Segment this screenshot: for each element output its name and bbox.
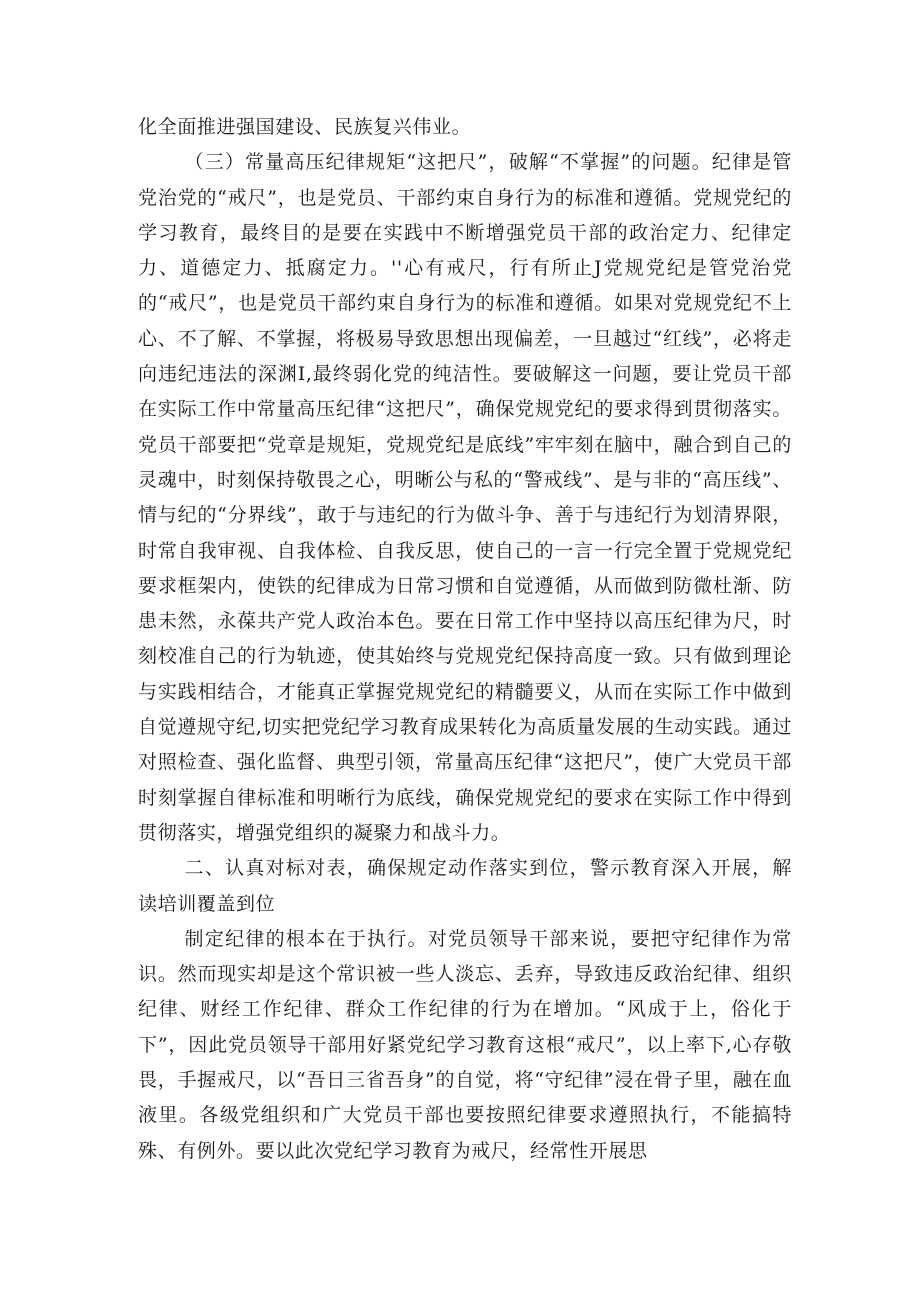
paragraph-discipline-execution: 制定纪律的根本在于执行。对党员领导干部来说，要把守纪律作为常识。然而现实却是这个常识被一些人淡忘、丢弃，导致违反政治纪律、组织纪律、财经工作纪律、群众工作纪律的行为在增加。“风成于上，俗化于下”，因此党员领导干部用好紧党纪学习教育这根“戒尺”，以上率下,心存敬畏，手握戒尺，以“吾日三省吾身”的自觉，将“守纪律”浸在骨子里，融在血液里。各级党组织和广大党员干部也要按照纪律要求遵照执行，不能搞特殊、有例外。要以此次党纪学习教育为戒尺，经常性开展思 (138, 927, 792, 1162)
paragraph-continuation: 化全面推进强国建设、民族复兴伟业。 (138, 116, 472, 138)
paragraph-section-three: （三）常量高压纪律规矩“这把尺”，破解“不掌握”的问题。纪律是管党治党的“戒尺”，也是党员、干部约束自身行为的标准和遵循。党规党纪的学习教育，最终目的是要在实践中不断增强党员干部的政治定力、纪律定力、道德定力、抵腐定力。''心有戒尺，行有所止J党规党纪是管党治党的“戒尺”，也是党员干部约束自身行为的标准和遵循。如果对党规党纪不上心、不了解、不掌握，将极易导致思想出现偏差，一旦越过“红线”，必将走向违纪违法的深渊I,最终弱化党的纯洁性。要破解这一问题，要让党员干部在实际工作中常量高压纪律“这把尺”，确保党规党纪的要求得到贯彻落实。党员干部要把“党章是规矩，党规党纪是底线”牢牢刻在脑中，融合到自己的灵魂中，时刻保持敬畏之心，明晰公与私的“警戒线”、是与非的“高压线”、情与纪的“分界线”，敢于与违纪的行为做斗争、善于与违纪行为划清界限，时常自我审视、自我体检、自我反思，使自己的一言一行完全置于党规党纪要求框架内，使铁的纪律成为日常习惯和自觉遵循，从而做到防微杜渐、防患未然，永葆共产党人政治本色。要在日常工作中坚持以高压纪律为尺，时刻校准自己的行为轨迹，使其始终与党规党纪保持高度一致。只有做到理论与实践相结合，才能真正掌握党规党纪的精髓要义，从而在实际工作中做到自觉遵规守纪,切实把党纪学习教育成果转化为高质量发展的生动实践。通过对照检查、强化监督、典型引领，常量高压纪律“这把尺”，使广大党员干部时刻掌握自律标准和明晰行为底线，确保党规党纪的要求在实际工作中得到贯彻落实，增强党组织的凝聚力和战斗力。 (138, 151, 792, 844)
document-body (138, 110, 792, 1169)
paragraph-heading-two: 二、认真对标对表，确保规定动作落实到位，警示教育深入开展，解读培训覆盖到位 (138, 857, 792, 915)
